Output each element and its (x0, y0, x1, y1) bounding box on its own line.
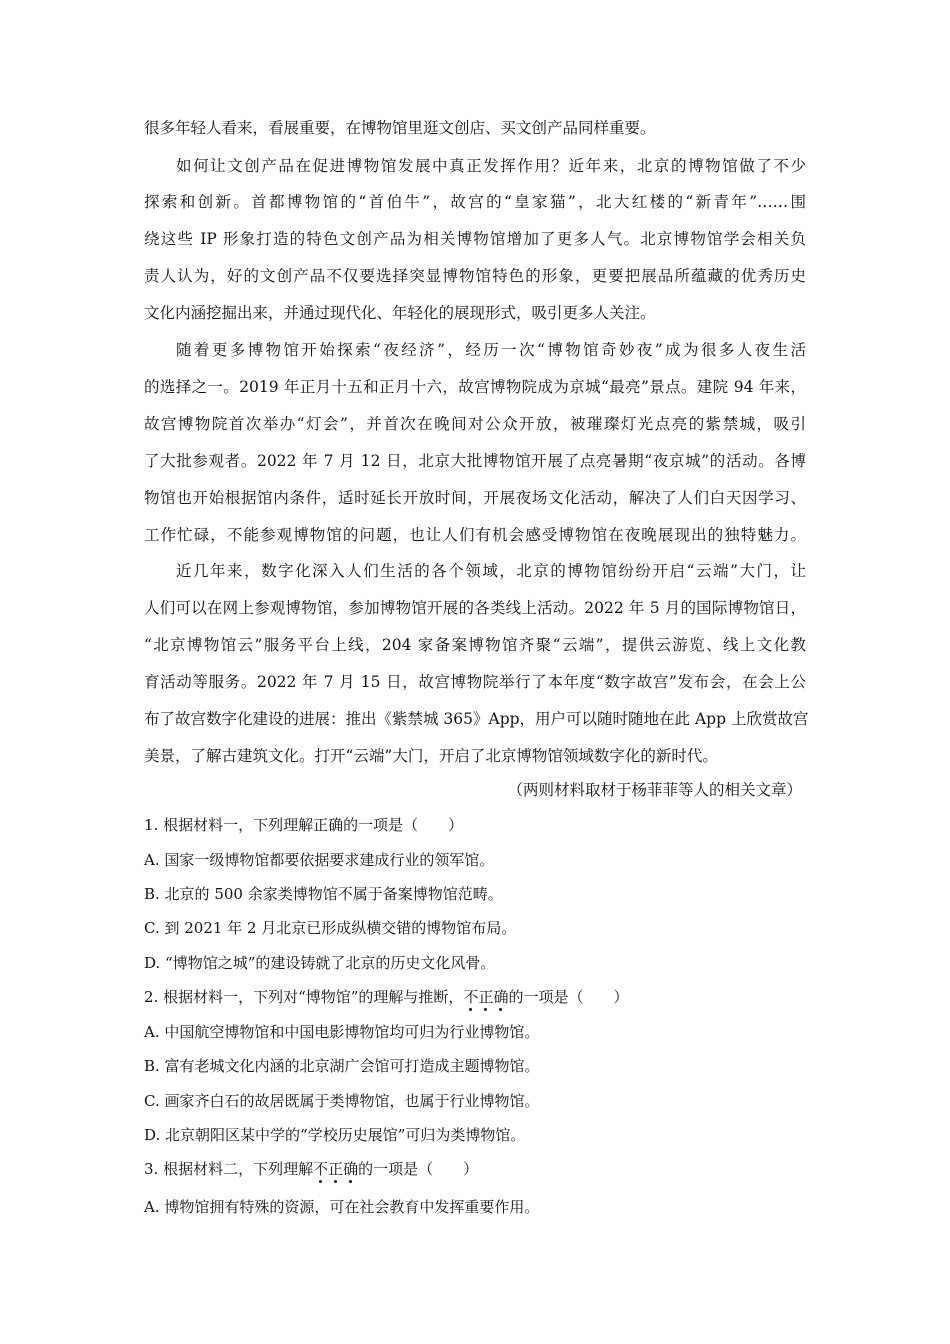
paragraph-line: 文化内涵挖掘出来，并通过现代化、年轻化的展现形式，吸引更多人关注。 (144, 304, 656, 322)
question-2-option-c: C. 画家齐白石的故居既属于类博物馆，也属于行业博物馆。 (144, 1092, 540, 1110)
paragraph-line: 近几年来，数字化深入人们生活的各个领域，北京的博物馆纷纷开启“云端”大门，让 (176, 562, 806, 580)
paragraph-line: 物馆也开始根据馆内条件，适时延长开放时间，开展夜场文化活动，解决了人们白天因学习、 (144, 489, 806, 507)
emphasis-char: 确 (343, 1160, 359, 1178)
question-2-stem-suffix: 的一项是（ ） (508, 988, 629, 1006)
question-3-option-a: A. 博物馆拥有特殊的资源，可在社会教育中发挥重要作用。 (144, 1198, 540, 1216)
question-1-option-c: C. 到 2021 年 2 月北京已形成纵横交错的博物馆布局。 (144, 919, 517, 937)
paragraph-line: “北京博物馆云”服务平台上线，204 家备案博物馆齐聚“云端”，提供云游览、线上文化教 (144, 636, 806, 654)
question-2-option-a: A. 中国航空博物馆和中国电影博物馆均可归为行业博物馆。 (144, 1023, 540, 1041)
paragraph-line: 如何让文创产品在促进博物馆发展中真正发挥作用？近年来，北京的博物馆做了不少 (176, 157, 806, 175)
emphasis-char: 不 (313, 1160, 329, 1178)
question-3-stem (144, 1159, 478, 1179)
paragraph-line: 布了故宫数字化建设的进展：推出《紫禁城 365》App，用户可以随时随地在此 App 上欣赏故宫 (144, 710, 809, 728)
paragraph-line: 探索和创新。首都博物馆的“首伯牛”，故宫的“皇家猫”，北大红楼的“新青年”……围 (144, 193, 806, 211)
question-1-stem: 1. 根据材料一，下列理解正确的一项是（ ） (144, 816, 464, 834)
emphasis-char: 不 (463, 988, 479, 1006)
question-2-stem-prefix: 2. 根据材料一，下列对“博物馆”的理解与推断， (144, 988, 464, 1006)
paragraph-line: 了大批参观者。2022 年 7 月 12 日，北京大批博物馆开展了点亮暑期“夜京城”的活动。各博 (144, 452, 806, 470)
emphasis-char: 确 (493, 988, 509, 1006)
question-3-stem-suffix: 的一项是（ ） (358, 1160, 479, 1178)
paragraph-line: 绕这些 IP 形象打造的特色文创产品为相关博物馆增加了更多人气。北京博物馆学会相关负 (144, 230, 806, 248)
paragraph-line: 很多年轻人看来，看展重要，在博物馆里逛文创店、买文创产品同样重要。 (144, 119, 656, 137)
paragraph-line: 美景，了解古建筑文化。打开“云端”大门，开启了北京博物馆领域数字化的新时代。 (144, 747, 718, 765)
emphasis-char: 正 (478, 988, 494, 1006)
paragraph-line: 工作忙碌，不能参观博物馆的问题，也让人们有机会感受博物馆在夜晚展现出的独特魅力。 (144, 526, 806, 544)
question-1-option-d: D. “博物馆之城”的建设铸就了北京的历史文化风骨。 (144, 954, 496, 972)
paragraph-line: 故宫博物院首次举办“灯会”，并首次在晚间对公众开放，被璀璨灯光点亮的紫禁城，吸引 (144, 415, 806, 433)
paragraph-line: 的选择之一。2019 年正月十五和正月十六，故宫博物院成为京城“最亮”景点。建院 94 年来， (144, 378, 806, 396)
paragraph-line: 随着更多博物馆开始探索“夜经济”，经历一次“博物馆奇妙夜”成为很多人夜生活 (176, 341, 806, 359)
question-2-option-b: B. 富有老城文化内涵的北京湖广会馆可打造成主题博物馆。 (144, 1057, 540, 1075)
source-attribution: （两则材料取材于杨菲菲等人的相关文章） (507, 781, 802, 799)
question-1-option-a: A. 国家一级博物馆都要依据要求建成行业的领军馆。 (144, 851, 495, 869)
emphasis-char: 正 (328, 1160, 344, 1178)
paragraph-line: 育活动等服务。2022 年 7 月 15 日，故宫博物院举行了本年度“数字故宫”发布会，在会上公 (144, 673, 806, 691)
question-2-stem (144, 987, 628, 1007)
question-1-option-b: B. 北京的 500 余家类博物馆不属于备案博物馆范畴。 (144, 885, 503, 903)
paragraph-line: 人们可以在网上参观博物馆，参加博物馆开展的各类线上活动。2022 年 5 月的国际博物馆日， (144, 599, 806, 617)
question-3-stem-prefix: 3. 根据材料二，下列理解 (144, 1160, 314, 1178)
question-2-option-d: D. 北京朝阳区某中学的“学校历史展馆”可归为类博物馆。 (144, 1126, 526, 1144)
paragraph-line: 责人认为，好的文创产品不仅要选择突显博物馆特色的形象，更要把展品所蕴藏的优秀历史 (144, 267, 806, 285)
